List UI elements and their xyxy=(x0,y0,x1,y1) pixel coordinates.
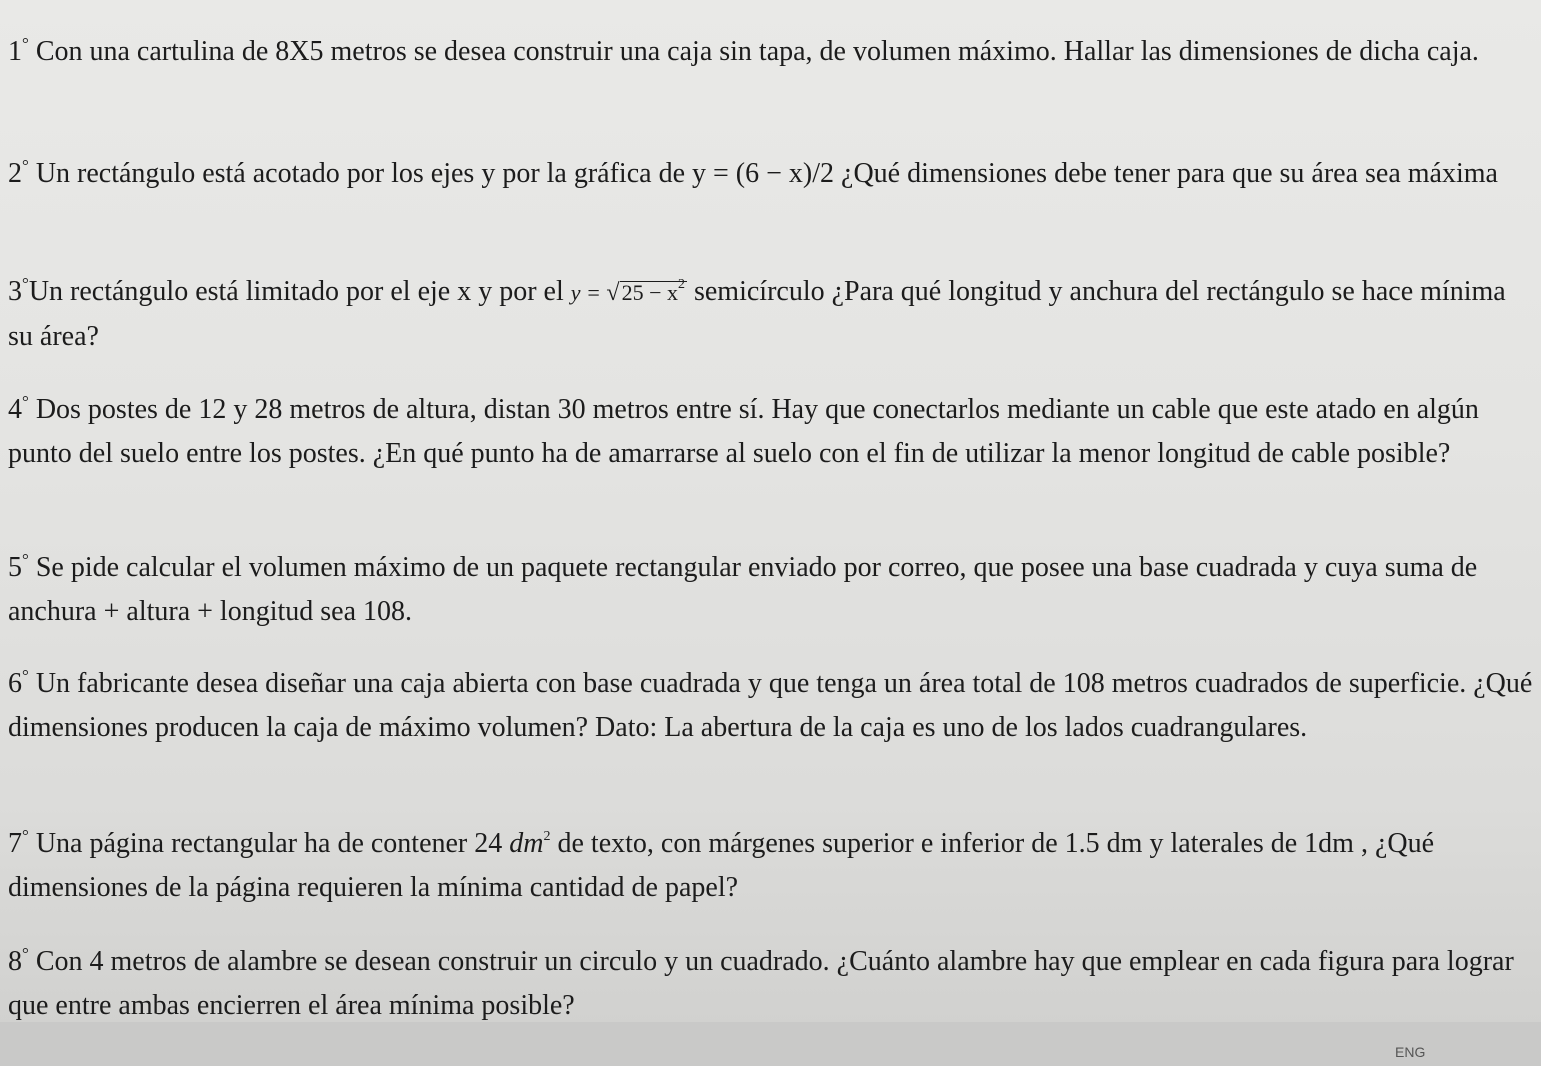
formula: y = (6 − x)/2 xyxy=(692,158,835,189)
problem-text: Con una cartulina de 8X5 metros se desea construir una caja sin tapa, de volumen máximo. Hallar las dimensiones de dicha caja. xyxy=(28,36,1479,67)
formula xyxy=(570,277,687,306)
problem-number: 2° xyxy=(8,156,29,189)
formula-exponent: 2 xyxy=(543,829,551,844)
formula xyxy=(474,828,550,859)
formula-lhs: y = xyxy=(570,280,601,305)
problem-4 xyxy=(8,388,1533,476)
problem-1 xyxy=(8,30,1533,74)
problem-2 xyxy=(8,152,1533,196)
problem-number: 4° xyxy=(8,392,29,425)
problem-5 xyxy=(8,546,1533,634)
problem-text-before: Una página rectangular ha de contener xyxy=(28,828,475,859)
problem-number: 7° xyxy=(8,826,29,859)
problem-text-before: Un rectángulo está acotado por los ejes y por la gráfica de xyxy=(28,158,692,189)
problem-text: Dos postes de 12 y 28 metros de altura, distan 30 metros entre sí. Hay que conectarlos mediante un cable que este atado en algún punto del suelo entre los postes. ¿En qué punto ha de amarrarse al suelo con el fin de utilizar la menor longitud de cable posible? xyxy=(8,394,1479,469)
problem-text-before: Un rectángulo está limitado por el eje x y por el xyxy=(28,276,571,307)
formula-exponent: 2 xyxy=(677,277,685,292)
problem-number: 3° xyxy=(8,274,29,307)
problem-7 xyxy=(8,822,1533,910)
formula-radicand: 25 − x xyxy=(621,280,678,305)
problem-3 xyxy=(8,270,1533,359)
problem-8 xyxy=(8,940,1533,1028)
problem-text-after: de texto, con márgenes superior e inferior de 1.5 dm y laterales de 1dm , ¿Qué dimensiones de la página requieren la mínima cantidad de papel? xyxy=(8,828,1435,903)
formula-value: 24 xyxy=(474,828,503,859)
problem-text-after: semicírculo ¿Para qué longitud y anchura del rectángulo se hace mínima su área? xyxy=(8,276,1506,352)
problem-number: 8° xyxy=(8,944,29,977)
formula-unit: dm xyxy=(509,828,544,859)
radical-sign: √ xyxy=(606,280,620,306)
problem-number: 5° xyxy=(8,550,29,583)
problem-text: Un fabricante desea diseñar una caja abierta con base cuadrada y que tenga un área total de 108 metros cuadrados de superficie. ¿Qué dimensiones producen la caja de máximo volumen? Dato: La abertura de la caja es uno de los lados cuadrangulares. xyxy=(8,668,1533,743)
language-indicator[interactable]: ENG xyxy=(1395,1044,1426,1060)
problem-number: 1° xyxy=(8,34,29,67)
taskbar xyxy=(0,1022,1541,1066)
problem-text: Se pide calcular el volumen máximo de un paquete rectangular enviado por correo, que posee una base cuadrada y cuya suma de anchura + altura + longitud sea 108. xyxy=(8,552,1478,627)
problem-text: Con 4 metros de alambre se desean construir un circulo y un cuadrado. ¿Cuánto alambre hay que emplear en cada figura para lograr que entre ambas encierren el área mínima posible? xyxy=(8,946,1514,1021)
problem-number: 6° xyxy=(8,666,29,699)
formula-radicand-group xyxy=(620,277,687,305)
problem-6 xyxy=(8,662,1533,750)
problem-text-after: ¿Qué dimensiones debe tener para que su área sea máxima xyxy=(834,158,1498,189)
